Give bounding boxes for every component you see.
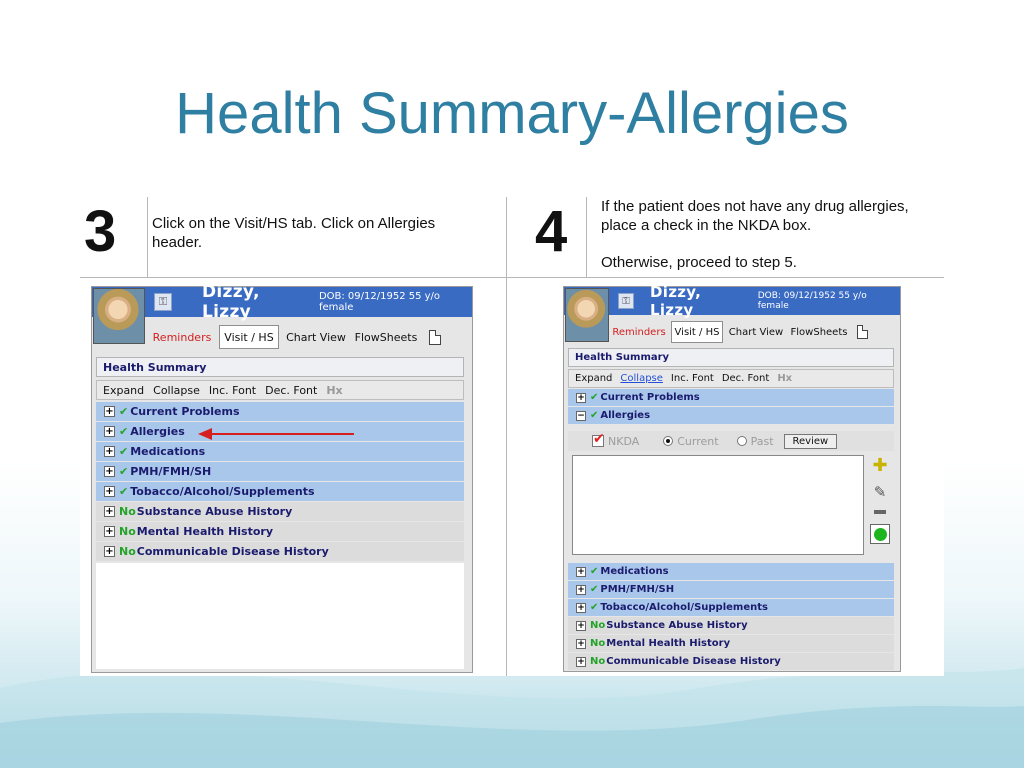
tab-visit-hs[interactable]: Visit / HS [219, 325, 279, 349]
check-icon: ✔ [590, 566, 599, 577]
section-label: Substance Abuse History [606, 620, 748, 631]
expand-icon[interactable]: + [577, 620, 585, 631]
emr-window-step4 [563, 283, 901, 672]
section-pmh-fmh-sh[interactable] [96, 462, 464, 482]
collapse-button[interactable]: Collapse [620, 373, 663, 384]
section-substance-abuse[interactable] [568, 617, 894, 635]
document-icon[interactable] [429, 330, 441, 345]
patient-header [564, 283, 900, 319]
summary-section-list-bottom [568, 563, 894, 671]
document-icon[interactable] [857, 325, 868, 339]
check-icon: ✔ [590, 410, 599, 421]
section-label: Communicable Disease History [606, 656, 781, 667]
tab-flowsheets[interactable]: FlowSheets [354, 330, 418, 344]
red-arrow-icon [198, 426, 358, 442]
section-mental-health[interactable] [96, 522, 464, 542]
expand-icon[interactable]: + [105, 546, 114, 557]
collapse-button[interactable]: Collapse [153, 383, 200, 397]
allergy-options-bar [568, 431, 894, 451]
expand-button[interactable]: Expand [103, 383, 145, 397]
section-label: Current Problems [130, 405, 240, 418]
tab-visit-hs[interactable]: Visit / HS [671, 321, 723, 343]
step-4-number: 4 [535, 199, 568, 264]
inc-font-button[interactable]: Inc. Font [670, 373, 714, 384]
collapse-icon[interactable]: − [577, 410, 585, 421]
slide-title: Health Summary-Allergies [175, 81, 849, 146]
no-status: No [119, 505, 136, 518]
tab-reminders[interactable]: Reminders [152, 330, 212, 344]
tab-flowsheets[interactable]: FlowSheets [790, 326, 848, 338]
section-substance-abuse[interactable] [96, 502, 464, 522]
summary-toolbar [96, 380, 464, 400]
no-status: No [590, 620, 606, 631]
tab-chart-view[interactable]: Chart View [286, 330, 346, 344]
patient-photo [93, 288, 145, 344]
nkda-checkbox[interactable] [592, 431, 605, 447]
current-label: Current [677, 434, 719, 448]
expand-icon[interactable]: + [577, 392, 585, 403]
section-label: Substance Abuse History [136, 505, 293, 518]
section-pmh-fmh-sh[interactable] [568, 581, 894, 599]
past-radio[interactable] [737, 436, 747, 446]
expand-icon[interactable]: + [105, 426, 114, 437]
expand-icon[interactable]: + [105, 446, 114, 457]
patient-name: Dizzy, Lizzy [650, 283, 702, 319]
summary-section-list-top [568, 389, 894, 425]
expand-icon[interactable]: + [577, 602, 585, 613]
expand-icon[interactable]: + [105, 506, 114, 517]
review-button[interactable]: Review [784, 434, 838, 449]
section-current-problems[interactable] [568, 389, 894, 407]
tab-bar [611, 321, 868, 343]
check-icon: ✔ [119, 465, 129, 478]
section-label: PMH/FMH/SH [600, 584, 675, 595]
instructions-panel [80, 197, 944, 676]
section-label: Mental Health History [606, 638, 731, 649]
expand-icon[interactable]: + [105, 526, 114, 537]
current-radio[interactable] [663, 436, 673, 446]
health-summary-title: Health Summary [96, 357, 464, 377]
check-icon: ✔ [119, 485, 129, 498]
step-3-number: 3 [84, 199, 117, 264]
status-green-icon[interactable] [870, 524, 890, 544]
expand-icon[interactable]: + [577, 584, 585, 595]
section-label: PMH/FMH/SH [130, 465, 212, 478]
nkda-label: NKDA [608, 434, 640, 448]
section-label: Medications [600, 566, 669, 577]
add-icon[interactable]: ✚ [872, 455, 888, 476]
remove-icon[interactable] [874, 510, 886, 514]
dec-font-button[interactable]: Dec. Font [265, 383, 318, 397]
check-icon: ✔ [590, 392, 599, 403]
section-medications[interactable] [96, 442, 464, 462]
summary-empty-area [96, 563, 464, 669]
inc-font-button[interactable]: Inc. Font [208, 383, 257, 397]
patient-dob: DOB: 09/12/1952 55 y/o female [757, 291, 867, 311]
patient-header [92, 282, 472, 322]
past-label: Past [750, 434, 774, 448]
step-3-line-2: header. [152, 234, 203, 251]
section-label: Communicable Disease History [136, 545, 329, 558]
expand-icon[interactable]: + [577, 638, 585, 649]
section-label: Allergies [600, 410, 651, 421]
step-4-line-1: If the patient does not have any drug allergies, [601, 198, 909, 215]
hx-button[interactable]: Hx [777, 373, 793, 384]
tab-bar [149, 325, 441, 349]
expand-icon[interactable]: + [105, 486, 114, 497]
expand-button[interactable]: Expand [575, 373, 613, 384]
divider [147, 197, 148, 277]
expand-icon[interactable]: + [105, 406, 114, 417]
section-label: Tobacco/Alcohol/Supplements [130, 485, 315, 498]
expand-icon[interactable]: + [577, 566, 585, 577]
section-label: Mental Health History [136, 525, 273, 538]
no-status: No [590, 656, 606, 667]
summary-toolbar [568, 369, 894, 388]
health-summary-title: Health Summary [568, 348, 894, 367]
step-4-line-3: Otherwise, proceed to step 5. [601, 254, 797, 271]
patient-dob: DOB: 09/12/1952 55 y/o female [318, 291, 441, 313]
expand-icon[interactable]: + [577, 656, 585, 667]
divider [80, 277, 944, 278]
section-label: Tobacco/Alcohol/Supplements [600, 602, 768, 613]
check-icon: ✔ [119, 405, 129, 418]
hx-button[interactable]: Hx [326, 383, 343, 397]
check-icon: ✔ [119, 425, 129, 438]
step-3-line-1: Click on the Visit/HS tab. Click on Allergies [152, 215, 436, 232]
divider [586, 197, 587, 277]
section-tobacco-alcohol[interactable] [568, 599, 894, 617]
check-icon: ✔ [590, 584, 599, 595]
allergy-actions [870, 457, 890, 544]
section-communicable-disease[interactable] [96, 542, 464, 562]
tab-reminders[interactable]: Reminders [612, 326, 666, 338]
section-current-problems[interactable] [96, 402, 464, 422]
emr-window-step3 [91, 282, 473, 673]
step-4-line-2: place a check in the NKDA box. [601, 217, 812, 234]
dec-font-button[interactable]: Dec. Font [721, 373, 770, 384]
lock-icon[interactable]: ⚿ [618, 293, 634, 309]
patient-photo [565, 288, 609, 342]
check-icon: ✔ [590, 602, 599, 613]
section-label: Current Problems [600, 392, 700, 403]
patient-name: Dizzy, Lizzy [202, 282, 260, 322]
section-medications[interactable] [568, 563, 894, 581]
no-status: No [119, 545, 136, 558]
section-label: Medications [130, 445, 206, 458]
section-allergies[interactable] [568, 407, 894, 425]
lock-icon[interactable]: ⚿ [154, 293, 172, 311]
allergy-list-box[interactable] [572, 455, 864, 555]
expand-icon[interactable]: + [105, 466, 114, 477]
section-tobacco-alcohol[interactable] [96, 482, 464, 502]
edit-icon[interactable]: ✎ [873, 483, 887, 501]
check-icon: ✔ [119, 445, 129, 458]
section-communicable-disease[interactable] [568, 653, 894, 671]
step-4-text [601, 197, 944, 272]
step-3-text [152, 214, 492, 252]
section-mental-health[interactable] [568, 635, 894, 653]
no-status: No [590, 638, 606, 649]
checkmark-icon: ✔ [593, 431, 605, 447]
no-status: No [119, 525, 136, 538]
section-label: Allergies [130, 425, 185, 438]
divider [506, 197, 507, 676]
tab-chart-view[interactable]: Chart View [728, 326, 784, 338]
